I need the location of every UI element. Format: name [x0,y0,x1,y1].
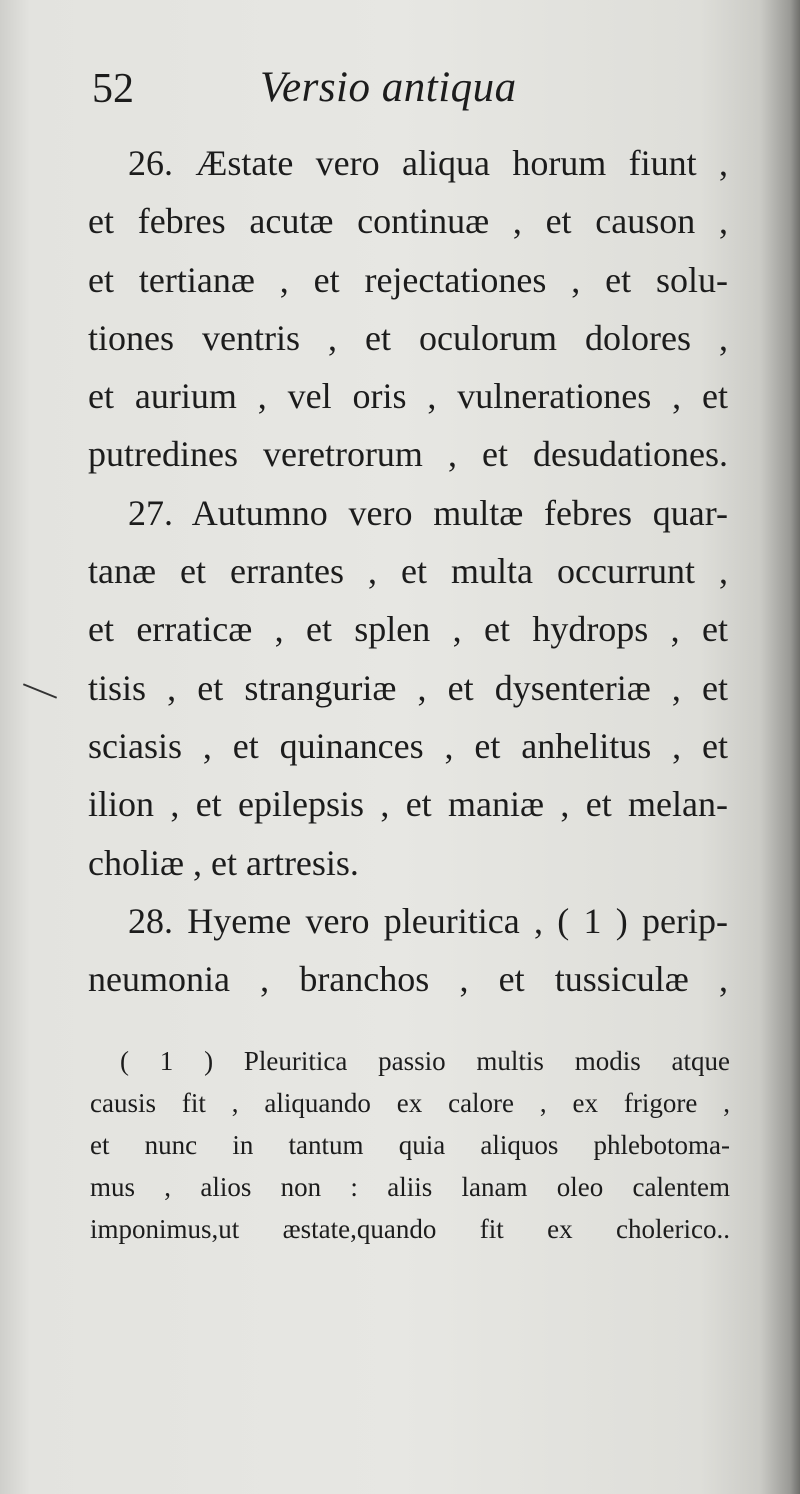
footnote-line: mus , alios non : aliis lanam oleo calentem [90,1172,730,1202]
footnote-line: imponimus,ut æstate,quando fit ex cholerico.. [90,1214,730,1244]
text-line: et aurium , vel oris , vulnerationes , et [88,376,728,417]
text-line: 28. Hyeme vero pleuritica , ( 1 ) perip- [128,900,728,941]
text-line: 27. Autumno vero multæ febres quar- [128,492,728,533]
text-line: tiones ventris , et oculorum dolores , [88,317,728,358]
text-line: neumonia , branchos , et tussiculæ , [88,959,728,1000]
text-line: choliæ , et artresis. [88,842,359,883]
text-line: et erraticæ , et splen , et hydrops , et [88,609,728,650]
text-line: 26. Æstate vero aliqua horum fiunt , [128,143,728,183]
page-number: 52 [92,66,134,112]
text-line: et febres acutæ continuæ , et causon , [88,201,728,242]
footnote-line: causis fit , aliquando ex calore , ex frigore , [90,1088,730,1118]
text-line: sciasis , et quinances , et anhelitus , et [88,725,728,766]
footnote [90,1040,730,1250]
footnote-line: ( 1 ) Pleuritica passio multis modis atque [120,1046,730,1076]
text-line: ilion , et epilepsis , et maniæ , et melan- [88,784,728,825]
margin-mark [23,683,57,698]
page-header [90,62,730,122]
text-line: tisis , et stranguriæ , et dysenteriæ , et [88,667,728,708]
text-line: tanæ et errantes , et multa occurrunt , [88,551,728,592]
text-line: putredines veretrorum , et desudationes. [88,434,728,475]
text-line: et tertianæ , et rejectationes , et solu- [88,259,728,300]
running-head: Versio antiqua [260,64,517,111]
footnote-line: et nunc in tantum quia aliquos phlebotoma- [90,1130,730,1160]
main-text [88,134,728,1008]
